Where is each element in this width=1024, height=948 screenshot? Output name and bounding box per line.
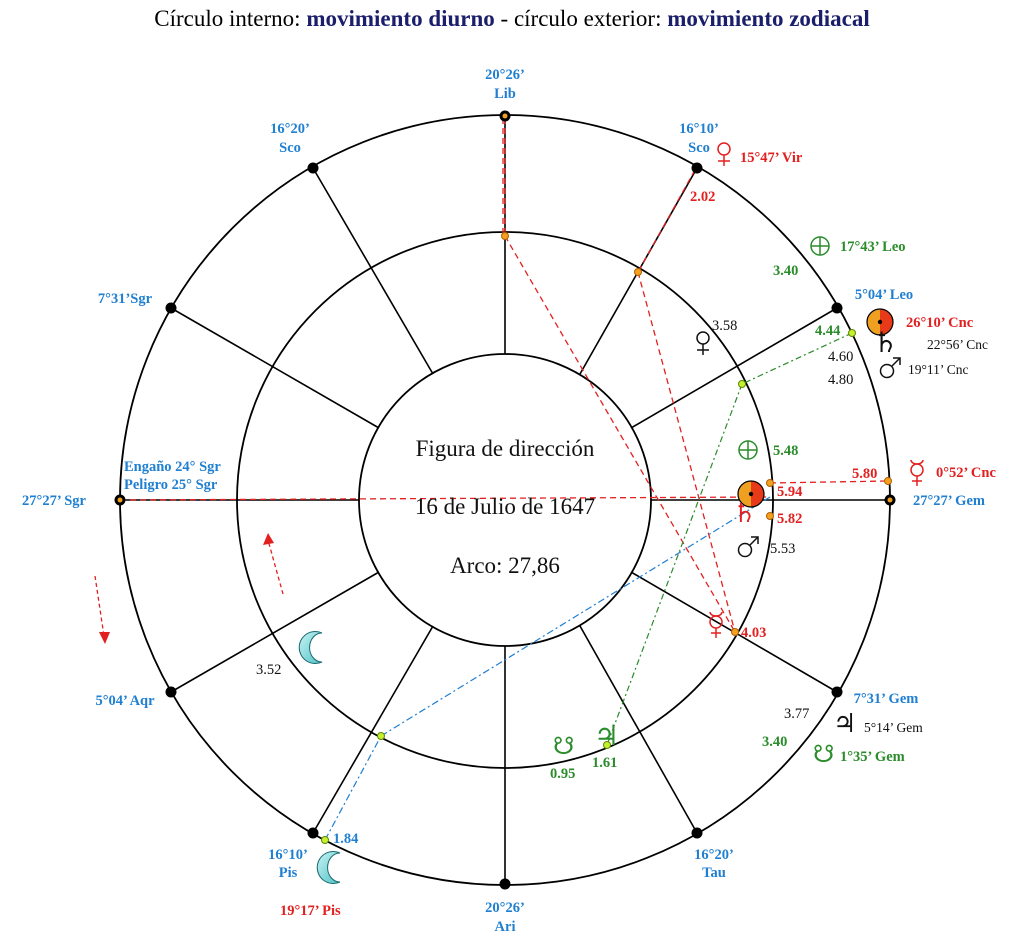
sun-position: 26°10’ Cnc xyxy=(906,315,974,331)
venus-icon xyxy=(718,143,730,166)
title-sep: - círculo exterior: xyxy=(494,6,668,31)
asc-note-danger: Peligro 25° Sgr xyxy=(124,477,218,493)
title-bold2: movimiento zodiacal xyxy=(667,6,870,31)
fortune-icon xyxy=(811,237,829,255)
blue-direction-line xyxy=(325,497,770,840)
mars-icon xyxy=(881,358,901,378)
green-markers xyxy=(322,330,856,844)
cusp-12-sign: Sco xyxy=(279,140,301,156)
cusp-top-sign: Lib xyxy=(494,86,516,102)
fortune-position: 17°43’ Leo xyxy=(840,239,906,255)
center-title: Figura de dirección xyxy=(415,436,595,461)
value-4-44: 4.44 xyxy=(815,323,841,339)
node-inner-icon: ☋ xyxy=(553,734,575,760)
value-4-60: 4.60 xyxy=(828,349,854,365)
center-date: 16 de Julio de 1647 xyxy=(414,494,596,519)
asc-note-deceit: Engaño 24° Sgr xyxy=(124,459,221,475)
value-5-80: 5.80 xyxy=(852,466,878,482)
asc-label: 27°27’ Sgr xyxy=(22,493,86,509)
cusp-bottom-degree: 20°26’ xyxy=(485,900,525,916)
node-icon: ☋ xyxy=(813,742,835,768)
value-3-52: 3.52 xyxy=(256,662,282,678)
cusp-9-sign: Tau xyxy=(702,865,726,881)
value-5-53: 5.53 xyxy=(770,541,796,557)
value-5-82: 5.82 xyxy=(777,511,803,527)
cusp-9-degree: 16°20’ xyxy=(694,847,734,863)
cusp-top-degree: 20°26’ xyxy=(485,67,525,83)
saturn-inner-icon: ♄ xyxy=(733,499,757,528)
title-part1: Círculo interno: xyxy=(154,6,307,31)
green-direction-lines xyxy=(607,333,852,745)
cusp-12-degree: 16°20’ xyxy=(270,121,310,137)
jupiter-inner-icon: ♃ xyxy=(594,721,620,752)
mercury-position: 0°52’ Cnc xyxy=(936,465,996,481)
value-3-40-jupiter: 3.40 xyxy=(762,734,788,750)
value-1-84: 1.84 xyxy=(333,831,359,847)
cusp-3-degree: 16°10’ xyxy=(268,847,308,863)
fortune-value: 3.40 xyxy=(773,263,799,279)
mars-position: 19°11’ Cnc xyxy=(908,362,969,377)
mercury-inner-icon xyxy=(710,612,722,638)
value-0-95: 0.95 xyxy=(550,766,576,782)
orange-markers xyxy=(502,233,892,636)
cusp-1-label: 7°31’Sgr xyxy=(97,291,153,307)
cusp-10-label: 5°04’ Leo xyxy=(854,287,914,303)
saturn-icon: ♄ xyxy=(873,328,899,359)
moon-icon xyxy=(317,852,340,884)
desc-label: 27°27’ Gem xyxy=(913,493,985,509)
moon-position: 19°17’ Pis xyxy=(280,903,341,919)
cusp-11-sign: Sco xyxy=(688,140,710,156)
cusp-11-degree: 16°10’ xyxy=(679,121,719,137)
arrow-down-head xyxy=(99,632,110,644)
value-3-58: 3.58 xyxy=(712,318,738,334)
value-3-77: 3.77 xyxy=(784,706,810,722)
fortune-inner-icon xyxy=(739,441,757,459)
saturn-position: 22°56’ Cnc xyxy=(927,337,989,352)
venus-black-icon xyxy=(697,332,709,355)
cusp-2-label: 5°04’ Aqr xyxy=(95,693,155,709)
cusp-8-label: 7°31’ Gem xyxy=(853,691,919,707)
center-arc: Arco: 27,86 xyxy=(450,553,560,578)
cusp-bottom-sign: Ari xyxy=(494,919,516,935)
mars-inner-icon xyxy=(739,537,759,557)
value-4-80: 4.80 xyxy=(828,372,854,388)
jupiter-icon: ♃ xyxy=(833,709,857,738)
node-position: 1°35’ Gem xyxy=(840,749,905,765)
fortune-inner-value: 5.48 xyxy=(773,443,799,459)
moon-inner-icon xyxy=(299,631,322,663)
mercury-icon xyxy=(911,460,923,486)
value-1-61: 1.61 xyxy=(592,755,618,771)
arrow-up-head xyxy=(263,533,274,545)
title-bold1: movimiento diurno xyxy=(306,6,495,31)
venus-value: 2.02 xyxy=(690,189,716,205)
jupiter-position: 5°14’ Gem xyxy=(864,720,923,735)
cusp-3-sign: Pis xyxy=(278,865,298,881)
venus-position: 15°47’ Vir xyxy=(740,150,803,166)
value-4-03: 4.03 xyxy=(741,625,767,641)
value-5-94: 5.94 xyxy=(777,484,803,500)
